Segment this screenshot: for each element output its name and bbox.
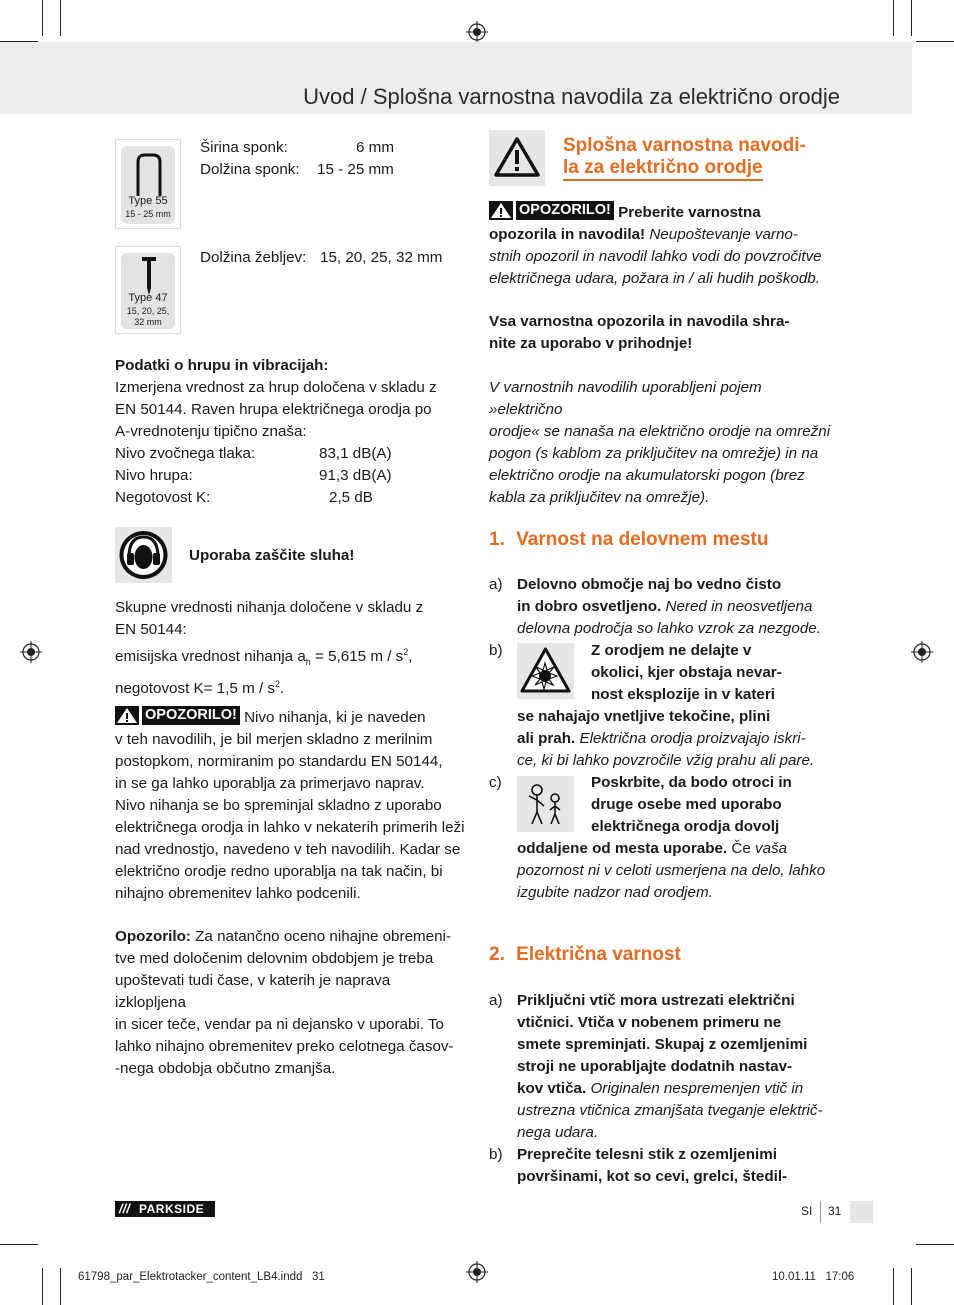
section-number: 2. [489,944,505,965]
section-number: 1. [489,529,505,550]
print-date: 10.01.11 17:06 [772,1271,855,1283]
hearing-protection-text: Uporaba zaščite sluha! [189,547,355,564]
text: = 5,615 m / s [310,648,404,666]
definition-text: električno orodje na akumulatorski pogon (brez [489,467,805,484]
registration-mark-icon [911,641,933,663]
spec-label: Dolžina sponk: [200,161,300,178]
note-text: tve med določenim delovnim obdobjem je treba [115,950,434,967]
item-2b [517,1144,847,1188]
section-1-heading [489,529,769,551]
warning-text [489,224,839,246]
item-label: b) [489,642,503,659]
crop-mark [893,0,894,36]
text: Vsa varnostna opozorila in navodila shra- [489,313,790,330]
text-line [517,1078,847,1100]
spec-value: 15, 20, 25, 32 mm [320,249,443,266]
text: površinami, kot so cevi, grelci, štedil- [517,1168,788,1185]
crop-mark [916,41,954,42]
logo-slashes: /// [119,1201,130,1216]
warning-text: postopkom, normiranim po standardu EN 50144, [115,753,443,770]
text: Nivo nihanja, ki je naveden [239,709,426,726]
item-2a [517,990,847,1144]
item-1b-top [591,640,841,706]
item-1c-bottom [517,838,847,904]
page-title: Uvod / Splošna varnostna navodila za električno orodje [303,84,840,109]
spec-nail-length [200,247,443,269]
text: emisijska vrednost nihanja a [115,648,306,666]
nail-type-icon [115,246,181,334]
staple-type-icon [115,139,181,229]
definition-text: V varnostnih navodilih uporabljeni pojem »električno [489,379,762,418]
warning-text: v teh navodilih, je bil merjen skladno z merilnim [115,731,433,748]
warning-text: električnega orodja in lahko v nekaterih primerih leži [115,819,465,836]
text: delovna področja so lahko vzrok za nezgode. [517,620,821,637]
spec-value: 6 mm [356,139,394,156]
language-code: SI [801,1204,813,1218]
text: vaša [750,840,788,857]
warning-text: stnih opozoril in navodil lahko vodi do povzročitve [489,248,822,265]
nail-type-label: Type 47 [128,292,168,304]
section-2-heading [489,944,681,966]
divider [820,1201,821,1223]
section-title: Varnost na delovnem mestu [516,529,769,550]
keep-children-away-icon [517,776,574,832]
text: in dobro osvetljeno. [517,598,662,615]
text: izgubite nadzor nad orodjem. [517,884,713,901]
text: Neupoštevanje varno- [645,226,798,243]
text: se nahajajo vnetljive tekočine, plini [517,708,771,725]
keep-instructions [489,311,839,355]
text: Delovno območje naj bo vedno čisto [517,576,782,593]
registration-mark-icon [20,641,42,663]
warning-text: električno orodje redno uporablja na tak način, bi [115,863,443,880]
warning-badge [489,201,614,220]
vibration-warning [115,706,465,905]
noise-value: 2,5 dB [329,489,373,506]
text: kov vtiča. [517,1080,587,1097]
text: nite za uporabo v prihodnje! [489,335,693,352]
spec-staple-width [200,137,394,159]
note-text: in sicer teče, vendar pa ni dejansko v uporabi. To [115,1016,444,1033]
nail-icon [140,256,158,296]
text: Preprečite telesni stik z ozemljenimi [517,1146,777,1163]
warning-first-line [489,201,839,224]
warning-badge [115,706,240,725]
text: nost eksplozije in v kateri [591,686,776,703]
vibration-text: Skupne vrednosti nihanja določene v skladu z [115,599,424,616]
general-warning [489,201,839,290]
warning-triangle-icon [115,706,139,725]
section-heading [563,135,806,181]
text: Preberite varnostna [613,204,761,221]
general-warning-icon [489,130,545,186]
item-label: a) [489,576,503,593]
crop-mark [60,1268,61,1305]
text: Če [727,840,751,857]
registration-mark-icon [466,1261,488,1283]
definition-text: orodje« se nanaša na električno orodje na omrežni [489,423,831,440]
note-text: lahko nihajno obremenitev preko celotnega časov- [115,1038,454,1055]
warning-text: nihajno obremenitev lahko podcenili. [115,885,361,902]
text: , [408,648,413,666]
spec-value: 15 - 25 mm [317,161,394,178]
vibration-note [115,926,465,1080]
text: Za natančno oceno nihajne obremeni- [190,928,451,945]
page-number: 31 [828,1204,842,1218]
noise-section [115,355,465,509]
warning-text: električnega udara, požara in / ali hudih poškodb. [489,270,820,287]
warning-text: Nivo nihanja se bo spreminjal skladno z uporabo [115,797,442,814]
text: električnega orodja dovolj [591,818,780,835]
crop-mark [42,1268,43,1305]
warning-first-line [115,706,465,729]
text-line [517,728,847,750]
text: Poskrbite, da bodo otroci in [591,774,792,791]
note-text: -nega obdobja občutno zmanjša. [115,1060,336,1077]
warning-label: OPOZORILO! [142,706,240,725]
noise-row [115,465,465,487]
nail-range-label: 15, 20, 25, [126,306,170,316]
text: druge osebe med uporabo [591,796,782,813]
crop-mark [916,1244,954,1245]
text: oddaljene od mesta uporabe. [517,840,728,857]
definition-text: kabla za priključitev na omrežje). [489,489,710,506]
text: stroji ne uporabljajte dodatnih nastav- [517,1058,793,1075]
noise-label: Negotovost K: [115,489,211,506]
note-text: upoštevati tudi čase, v katerih je naprava izklopljena [115,972,391,1011]
item-1b-bottom [517,706,847,772]
item-1a [517,574,847,640]
noise-row [115,443,465,465]
text: pozornost ni v celoti usmerjena na delo, lahko [517,862,826,879]
ear-protection-icon [115,527,172,583]
spec-staple-length [200,159,394,181]
definition [489,377,839,509]
text: 2 [403,647,409,657]
explosion-hazard-icon [517,643,574,699]
warning-text: nad vrednostjo, navedeno v teh navodilih. Kadar se [115,841,461,858]
item-label: a) [489,992,503,1009]
text: ali prah. [517,730,576,747]
parkside-logo [115,1201,215,1217]
crop-mark [911,0,912,36]
staple-type-label: Type 55 [128,195,168,207]
note-first-line [115,926,465,948]
text: nega udara. [517,1124,599,1141]
text: Nered in neosvetljena [661,598,813,615]
noise-text: A-vrednotenju tipično znaša: [115,423,307,440]
text: Z orodjem ne delajte v [591,642,752,659]
crop-mark [42,0,43,36]
text: ustrezna vtičnica zmanjšata tveganje električ- [517,1102,823,1119]
crop-mark [911,1268,912,1305]
definition-text: pogon (s kablom za priključitev na omrežje) in na [489,445,819,462]
text: okolici, kjer obstaja nevar- [591,664,782,681]
staple-range-label: 15 - 25 mm [125,209,171,219]
text: negotovost K= 1,5 m / s [115,680,275,698]
text: Električna orodja proizvajajo iskri- [575,730,806,747]
noise-text: EN 50144. Raven hrupa električnega orodja po [115,401,432,418]
warning-triangle-icon [489,201,513,220]
text: . [280,680,285,698]
text: Originalen nespremenjen vtič in [586,1080,804,1097]
heading-line: la za električno orodje [563,157,763,181]
text-line [517,838,847,860]
noise-value: 91,3 dB(A) [319,467,392,484]
vibration-text: EN 50144: [115,621,187,638]
crop-mark [60,0,61,36]
text: h [305,657,311,668]
note-label: Opozorilo: [115,928,191,945]
text: Priključni vtič mora ustrezati električni [517,992,795,1009]
nail-range-label: 32 mm [134,317,162,327]
page-tab [850,1201,873,1223]
noise-value: 83,1 dB(A) [319,445,392,462]
text: vtičnici. Vtiča v nobenem primeru ne [517,1014,782,1031]
noise-heading: Podatki o hrupu in vibracijah: [115,357,329,374]
item-label: b) [489,1146,503,1163]
spec-label: Širina sponk: [200,139,288,156]
text: 2 [274,679,280,690]
noise-text: Izmerjena vrednost za hrup določena v skladu z [115,379,437,396]
noise-row [115,487,465,509]
registration-mark-icon [466,21,488,43]
item-1c-top [591,772,841,838]
text-line [517,596,847,618]
section-title: Električna varnost [516,944,681,965]
print-file-info: 61798_par_Elektrotacker_content_LB4.indd 31 [78,1271,325,1283]
crop-mark [0,1244,38,1245]
text: opozorila in navodila! [489,226,646,243]
crop-mark [893,1268,894,1305]
warning-label: OPOZORILO! [516,201,614,220]
vibration-uncertainty [115,673,465,700]
item-label: c) [489,774,502,791]
logo-text: PARKSIDE [139,1202,205,1216]
noise-label: Nivo zvočnega tlaka: [115,445,256,462]
vibration-emission [115,641,465,673]
vibration-section [115,597,465,700]
text: smete spreminjati. Skupaj z ozemljenimi [517,1036,808,1053]
staple-icon [134,152,164,196]
heading-line: Splošna varnostna navodi- [563,135,806,156]
noise-label: Nivo hrupa: [115,467,193,484]
spec-label: Dolžina žebljev: [200,249,307,266]
warning-text: in se ga lahko uporablja za primerjavo naprav. [115,775,425,792]
text: ce, ki bi lahko povzročile vžig prahu ali pare. [517,752,815,769]
